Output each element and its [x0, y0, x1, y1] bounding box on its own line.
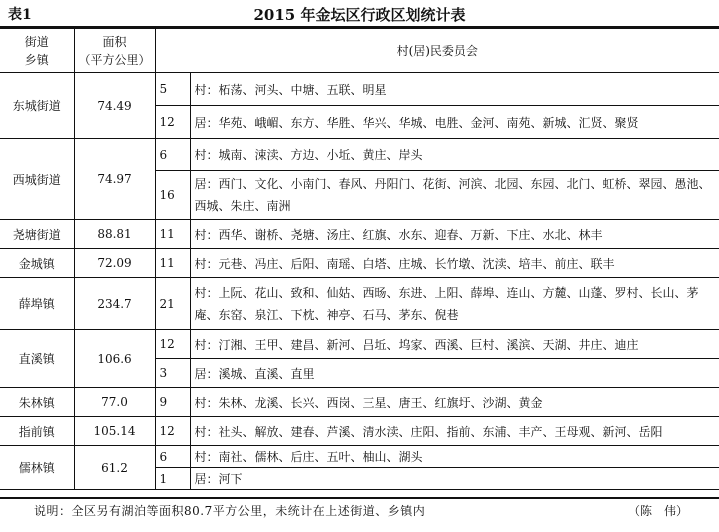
table-label: 表1: [8, 7, 32, 23]
committee-list: 居：华苑、峨嵋、东方、华胜、华兴、华城、电胜、金河、南苑、新城、汇贤、聚贤: [190, 106, 719, 139]
header-town: [0, 29, 74, 73]
town-area: 77.0: [74, 388, 155, 417]
town-name: 儒林镇: [0, 446, 74, 490]
table-row: [0, 278, 719, 330]
table-row: [0, 388, 719, 417]
committee-count: 1: [155, 468, 190, 490]
town-area: 74.97: [74, 139, 155, 220]
table-row: [0, 220, 719, 249]
header-area-line1: 面积: [102, 34, 127, 49]
town-area: 72.09: [74, 249, 155, 278]
committee-list: 村：元巷、冯庄、后阳、南瑶、白塔、庄城、长竹墩、沈渎、培丰、前庄、联丰: [190, 249, 719, 278]
town-name: 指前镇: [0, 417, 74, 446]
admin-division-table: [0, 28, 719, 490]
committee-count: 11: [155, 249, 190, 278]
table-row: [0, 139, 719, 171]
committee-count: 6: [155, 446, 190, 468]
committee-count: 9: [155, 388, 190, 417]
committee-list: 村：上阮、花山、致和、仙姑、西旸、东进、上阳、薛埠、连山、方麓、山蓬、罗村、长山、茅庵、东窑、泉江、下枕、神亭、石马、茅东、倪巷: [190, 278, 719, 330]
table-row: [0, 446, 719, 468]
table-row: [0, 249, 719, 278]
header-town-line2: 乡镇: [24, 52, 49, 67]
table-row: [0, 330, 719, 359]
committee-list: 居：西门、文化、小南门、春风、丹阳门、花街、河滨、北园、东园、北门、虹桥、翠园、愚池、西城、朱庄、南洲: [190, 171, 719, 220]
committee-count: 6: [155, 139, 190, 171]
town-area: 106.6: [74, 330, 155, 388]
header-area-line2: （平方公里）: [78, 52, 151, 67]
committee-list: 村：朱林、龙溪、长兴、西岗、三星、唐王、红旗圩、沙湖、黄金: [190, 388, 719, 417]
committee-list: 村：西华、谢桥、尧塘、汤庄、红旗、水东、迎春、万新、下庄、水北、林丰: [190, 220, 719, 249]
table-title: 2015 年金坛区行政区划统计表: [253, 6, 466, 24]
committee-count: 12: [155, 106, 190, 139]
committee-list: 村：社头、解放、建春、芦溪、清水渎、庄阳、指前、东浦、丰产、王母观、新河、岳阳: [190, 417, 719, 446]
committee-list: 村：南社、儒林、后庄、五叶、柚山、湖头: [190, 446, 719, 468]
committee-list: 村：柘荡、河头、中塘、五联、明星: [190, 73, 719, 106]
committee-count: 5: [155, 73, 190, 106]
committee-list: 居：河下: [190, 468, 719, 490]
table-row: [0, 73, 719, 106]
town-area: 74.49: [74, 73, 155, 139]
header-members: 村(居)民委员会: [155, 29, 719, 73]
bottom-rule: [0, 497, 719, 499]
town-area: 105.14: [74, 417, 155, 446]
committee-count: 21: [155, 278, 190, 330]
town-name: 直溪镇: [0, 330, 74, 388]
committee-count: 16: [155, 171, 190, 220]
header-area: [74, 29, 155, 73]
town-area: 234.7: [74, 278, 155, 330]
committee-list: 村：汀湘、王甲、建昌、新河、吕坵、坞家、西溪、巨村、溪滨、天湖、井庄、迪庄: [190, 330, 719, 359]
town-name: 金城镇: [0, 249, 74, 278]
town-name: 东城街道: [0, 73, 74, 139]
town-area: 61.2: [74, 446, 155, 490]
town-name: 薛埠镇: [0, 278, 74, 330]
town-name: 西城街道: [0, 139, 74, 220]
committee-count: 11: [155, 220, 190, 249]
table-row: [0, 417, 719, 446]
committee-count: 12: [155, 330, 190, 359]
town-name: 朱林镇: [0, 388, 74, 417]
committee-list: 居：溪城、直溪、直里: [190, 359, 719, 388]
committee-count: 3: [155, 359, 190, 388]
town-name: 尧塘街道: [0, 220, 74, 249]
author-credit: （陈 伟）: [628, 504, 689, 518]
committee-list: 村：城南、涑渎、方边、小坵、黄庄、岸头: [190, 139, 719, 171]
header-town-line1: 街道: [24, 34, 49, 49]
committee-count: 12: [155, 417, 190, 446]
town-area: 88.81: [74, 220, 155, 249]
footnote: 说明：全区另有湖泊等面积80.7平方公里，未统计在上述街道、乡镇内: [34, 504, 426, 518]
